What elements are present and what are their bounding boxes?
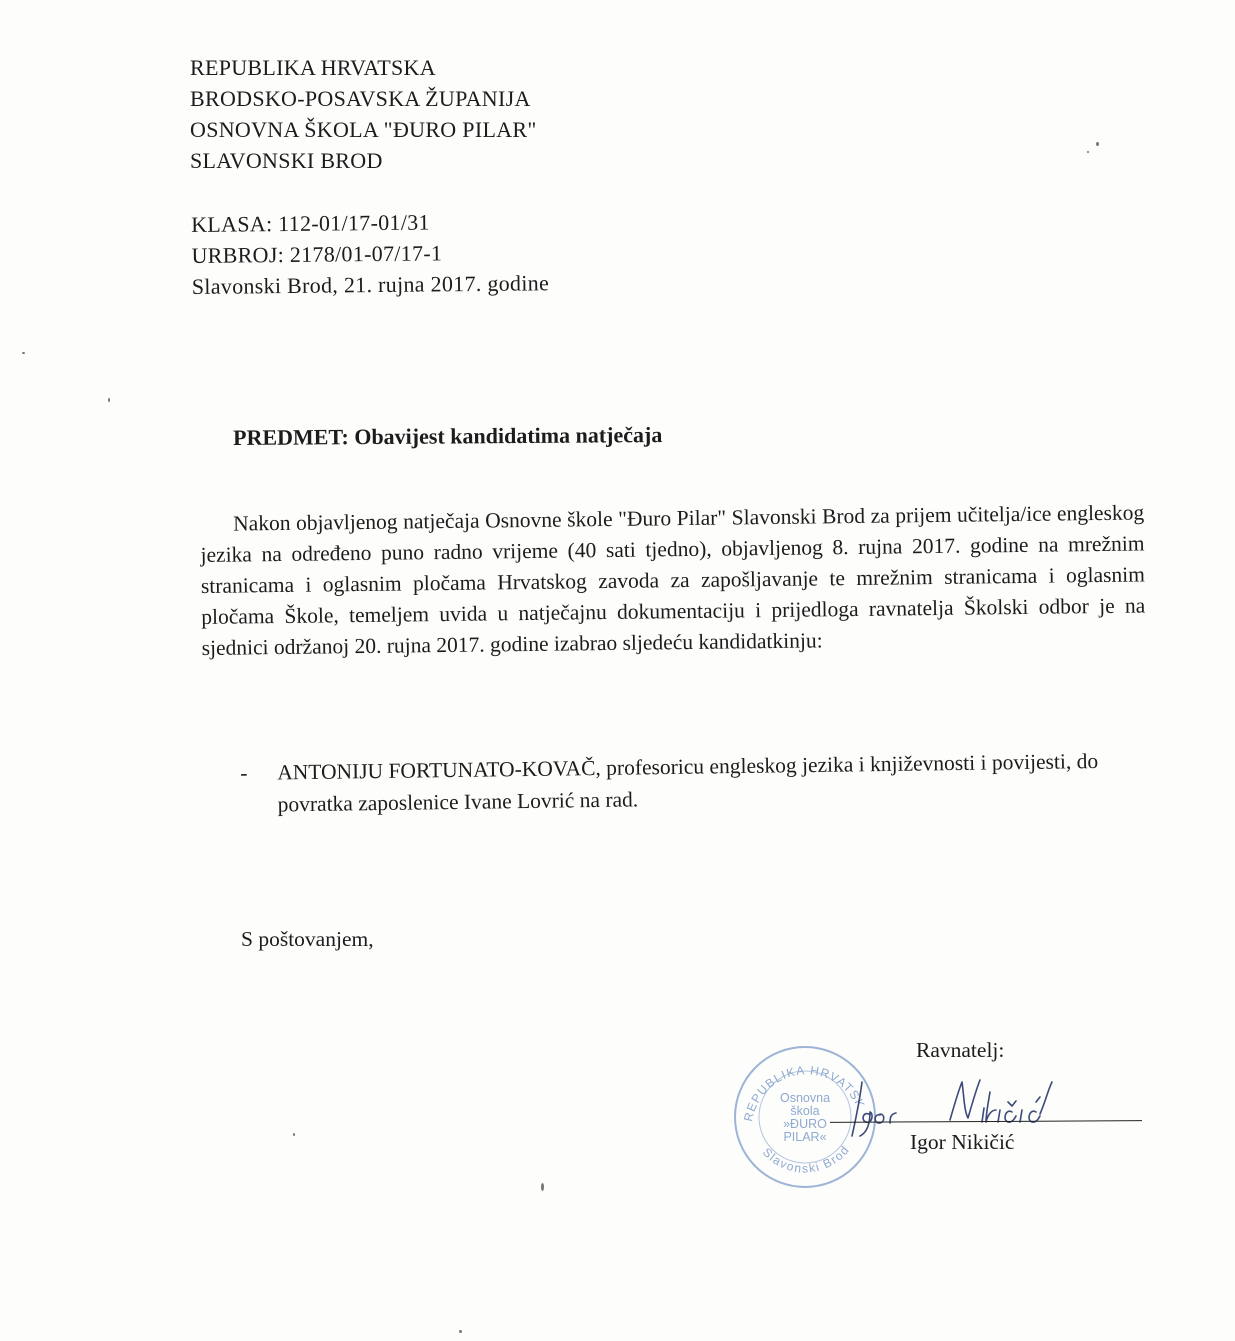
- header-school: OSNOVNA ŠKOLA "ĐURO PILAR": [190, 117, 537, 142]
- stamp-outer-bottom: Slavonski Brod: [759, 1142, 853, 1176]
- scan-speck: [108, 398, 110, 402]
- signatory-title: Ravnatelj:: [916, 1038, 1005, 1062]
- subject-line: [233, 422, 662, 451]
- subject-text: Obavijest kandidatima natječaja: [354, 422, 663, 450]
- stamp-inner-line3: »ĐURO: [783, 1117, 827, 1131]
- scan-speck: [1096, 142, 1099, 146]
- scan-speck: [293, 1133, 295, 1136]
- stamp-outer-top: REPUBLIKA HRVATSK: [741, 1063, 869, 1123]
- signatory-name: Igor Nikičić: [910, 1130, 1015, 1154]
- bullet-dash: -: [240, 760, 248, 785]
- selected-candidate-text: ANTONIJU FORTUNATO-KOVAČ, profesoricu engleskog jezika i književnosti i povijesti, do povratka zaposlenice Ivane Lovrić na rad.: [277, 749, 1099, 817]
- place-date-line: Slavonski Brod, 21. rujna 2017. godine: [191, 270, 550, 299]
- institution-header: [190, 52, 537, 176]
- klasa-line: KLASA: 112-01/17-01/31: [191, 209, 430, 237]
- header-country: REPUBLIKA HRVATSKA: [190, 55, 436, 80]
- scan-speck: [459, 1330, 462, 1333]
- header-city: SLAVONSKI BROD: [190, 148, 383, 173]
- scan-speck: [22, 352, 25, 354]
- signature-area: [720, 1030, 1160, 1210]
- stamp-inner-text: [770, 1092, 840, 1144]
- header-county: BRODSKO-POSAVSKA ŽUPANIJA: [190, 86, 531, 111]
- reference-block: [191, 205, 549, 302]
- stamp-inner-line1: Osnovna: [779, 1091, 831, 1105]
- body-paragraph: Nakon objavljenog natječaja Osnovne škole "Đuro Pilar" Slavonski Brod za prijem učitelja/ice engleskog jezika na određeno puno radno vrijeme (40 sati tjedno), objavljenog 8. rujna 2017. godine na mrežnim stranicama i oglasnim pločama Hrvatskog zavoda za zapošljavanje te mrežnim stranicama i oglasnim pločama Škole, temeljem uvida u natječajnu dokumentaciju i prijedloga ravnatelja Školski odbor je na sjednici održanoj 20. rujna 2017. godine izabrao sljedeću kandidatkinju:: [200, 500, 1146, 660]
- urbroj-line: URBROJ: 2178/01-07/17-1: [191, 240, 443, 268]
- stamp-inner-line4: PILAR«: [783, 1130, 827, 1144]
- svg-text:Slavonski Brod: [760, 1142, 853, 1175]
- selected-candidate-item: [240, 745, 1121, 821]
- subject-label: PREDMET:: [233, 424, 349, 450]
- closing-salutation: S poštovanjem,: [241, 927, 374, 951]
- stamp-inner-line2: škola: [790, 1104, 820, 1118]
- scan-speck: [541, 1183, 544, 1191]
- scan-speck: [1087, 151, 1089, 153]
